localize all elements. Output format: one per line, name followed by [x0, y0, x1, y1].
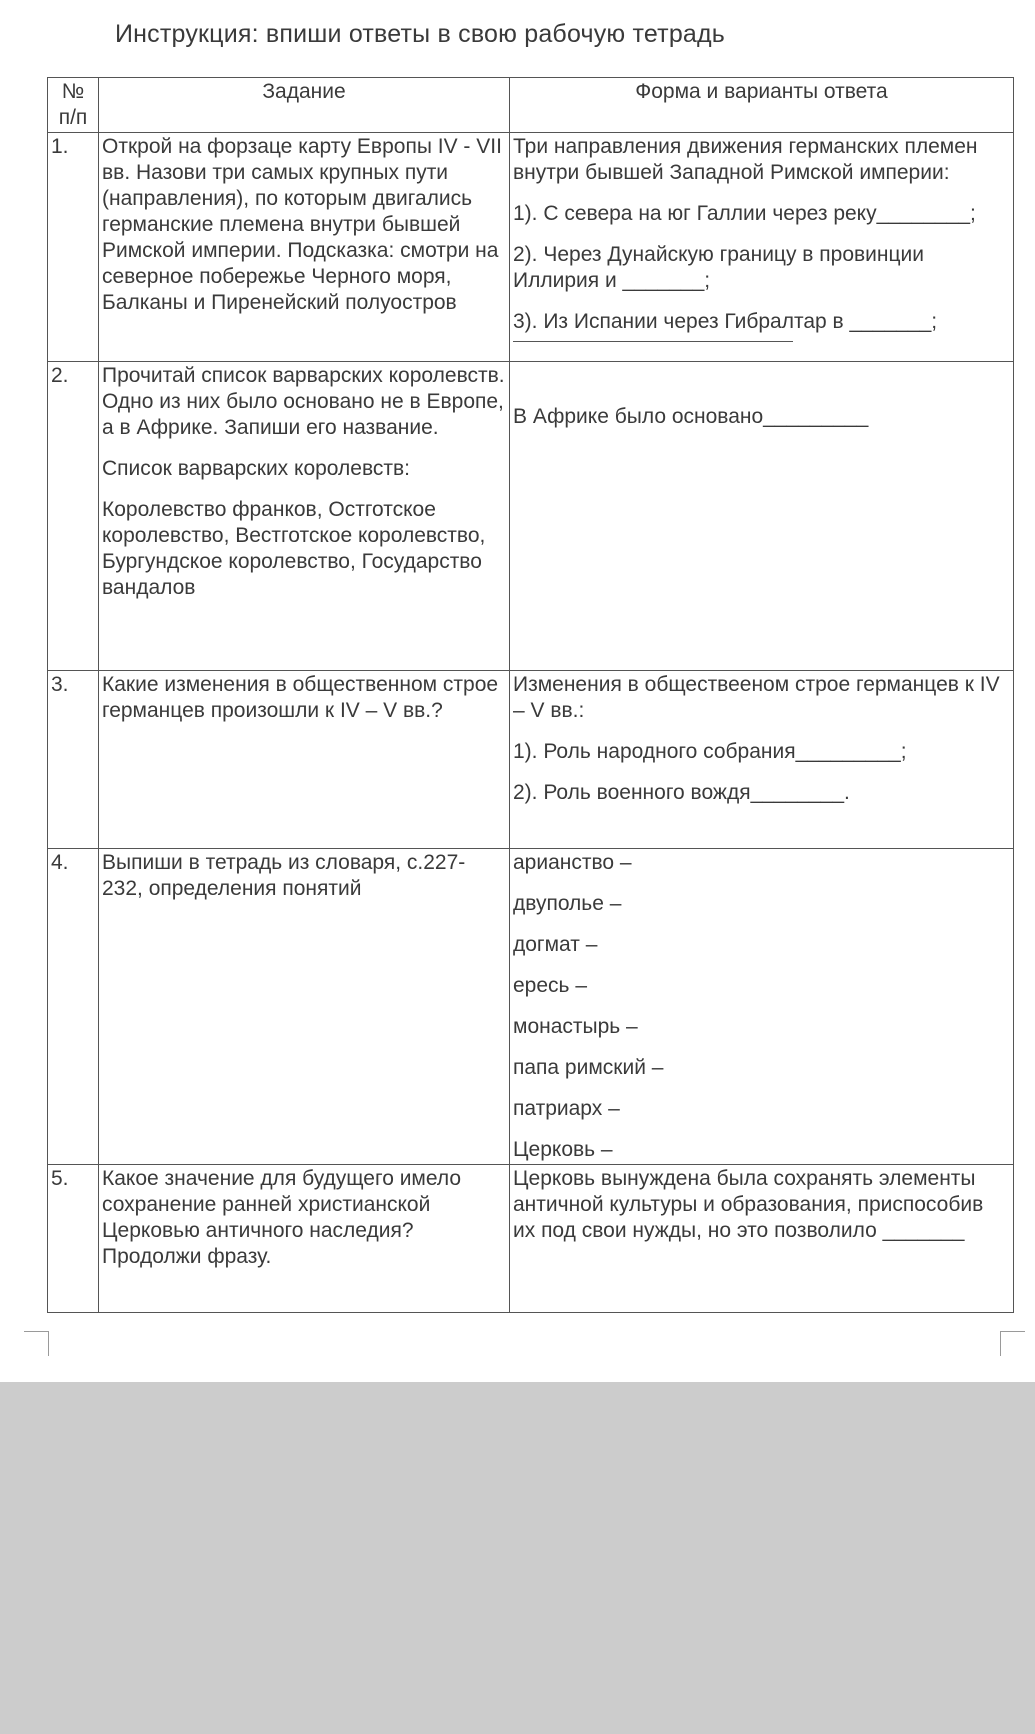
answer-cell	[510, 133, 1014, 362]
header-num: № п/п	[48, 78, 99, 133]
task-cell	[99, 362, 510, 671]
answer-blank-line	[513, 335, 793, 342]
row-number: 1.	[48, 133, 99, 362]
definition-term: двуполье –	[513, 892, 622, 915]
task-cell	[99, 1165, 510, 1313]
table-row	[48, 1165, 1014, 1313]
answer-cell	[510, 362, 1014, 671]
task-text: Открой на форзаце карту Европы IV - VII вв. Назови три самых крупных пути (направления), по которым двигались германские племена внутри бывшей Римской империи. Подсказка: смотри на северное побережье Черного моря, Балканы и Пиренейский полуостров	[102, 135, 502, 314]
answer-text: 2). Роль военного вождя________.	[513, 781, 850, 804]
header-answer: Форма и варианты ответа	[510, 78, 1014, 133]
task-text: Прочитай список варварских королевств. Одно из них было основано не в Европе, а в Африке. Запиши его название.	[102, 364, 505, 439]
row-number: 3.	[48, 671, 99, 849]
answer-text: 1). Роль народного собрания_________;	[513, 740, 907, 763]
table-row	[48, 133, 1014, 362]
row-number: 4.	[48, 849, 99, 1165]
answer-text: Церковь вынуждена была сохранять элементы античной культуры и образования, приспособив их под свои нужды, но это позволило _______	[513, 1167, 984, 1242]
definition-term: монастырь –	[513, 1015, 638, 1038]
task-cell	[99, 133, 510, 362]
table-row	[48, 671, 1014, 849]
answer-text: 3). Из Испании через Гибралтар в _______;	[513, 310, 938, 333]
table-row	[48, 849, 1014, 1165]
row-number: 5.	[48, 1165, 99, 1313]
answer-cell	[510, 1165, 1014, 1313]
page-corner-mark-right	[1000, 1331, 1025, 1356]
task-text: Выпиши в тетрадь из словаря, с.227-232, определения понятий	[102, 851, 466, 900]
answer-text: В Африке было основано_________	[513, 405, 869, 428]
tasks-table	[47, 77, 1014, 1313]
definition-term: ересь –	[513, 974, 587, 997]
row-number: 2.	[48, 362, 99, 671]
definition-term: папа римский –	[513, 1056, 664, 1079]
task-cell	[99, 849, 510, 1165]
header-task: Задание	[99, 78, 510, 133]
task-text: Какие изменения в общественном строе германцев произошли к IV – V вв.?	[102, 673, 499, 722]
table-header-row	[48, 78, 1014, 133]
answer-text: Изменения в обществееном строе германцев к IV – V вв.:	[513, 673, 1000, 722]
task-cell	[99, 671, 510, 849]
answer-text: 2). Через Дунайскую границу в провинции Иллирия и _______;	[513, 243, 924, 292]
definition-term: арианство –	[513, 851, 632, 874]
answer-text: Три направления движения германских племен внутри бывшей Западной Римской империи:	[513, 135, 978, 184]
answer-cell	[510, 671, 1014, 849]
answer-text: 1). С севера на юг Галлии через реку________;	[513, 202, 976, 225]
table-row	[48, 362, 1014, 671]
answer-cell	[510, 849, 1014, 1165]
definition-term: патриарх –	[513, 1097, 620, 1120]
definition-term: Церковь –	[513, 1138, 613, 1161]
definition-term: догмат –	[513, 933, 598, 956]
task-text: Список варварских королевств:	[102, 457, 410, 480]
page-corner-mark-left	[24, 1331, 49, 1356]
task-text: Королевство франков, Остготское королевство, Вестготское королевство, Бургундское королевство, Государство вандалов	[102, 498, 486, 599]
task-text: Какое значение для будущего имело сохранение ранней христианской Церковью античного наследия? Продолжи фразу.	[102, 1167, 462, 1268]
instruction-text: Инструкция: впиши ответы в свою рабочую тетрадь	[115, 20, 726, 48]
